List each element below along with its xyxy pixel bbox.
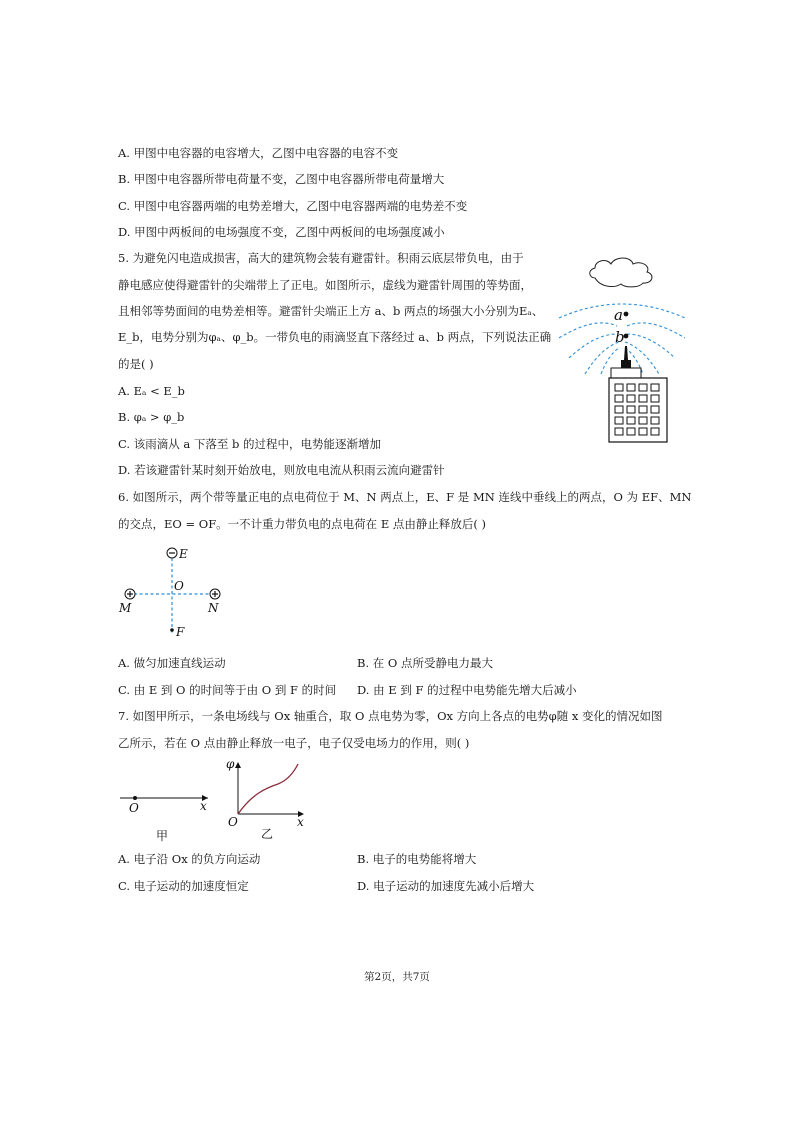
cloud-icon [590,258,652,287]
point-b-label: b [615,328,625,346]
q6-option-d: D. 由 E 到 F 的过程中电势能先增大后减小 [357,683,577,697]
q7-option-d: D. 电子运动的加速度先减小后增大 [357,879,535,893]
label-yi: 乙 [261,827,274,841]
label-M: M [119,601,132,615]
q5-stem-line5: 的是( ) [118,357,154,371]
potential-figure [116,756,316,846]
charges-figure [114,544,234,644]
q4-option-d: D. 甲图中两板间的电场强度不变，乙图中两板间的电场强度减小 [118,225,445,239]
point-a-label: a [614,306,623,324]
q6-stem-line2: 的交点，EO = OF。一不计重力带负电的点电荷在 E 点由静止释放后( ) [118,517,487,531]
label-x-jia: x [200,799,207,813]
q5-stem-line4: E_b，电势分别为φₐ、φ_b。一带负电的雨滴竖直下落经过 a、b 两点，下列说法正确 [118,330,552,344]
label-phi: φ [226,757,235,771]
label-jia: 甲 [156,829,169,843]
label-O: O [174,579,184,593]
lightning-rod-figure [555,250,690,450]
q7-option-c: C. 电子运动的加速度恒定 [118,879,249,893]
label-O-jia: O [129,801,139,815]
q5-option-a: A. Eₐ < E_b [118,384,185,398]
label-N: N [208,601,219,615]
q4-option-a: A. 甲图中电容器的电容增大，乙图中电容器的电容不变 [118,146,399,160]
q5-option-d: D. 若该避雷针某时刻开始放电，则放电电流从积雨云流向避雷针 [118,463,445,477]
q7-stem-line2: 乙所示，若在 O 点由静止释放一电子，电子仅受电场力的作用，则( ) [118,736,470,750]
label-O-yi: O [228,815,238,829]
q7-option-b: B. 电子的电势能将增大 [357,852,477,866]
q6-option-c: C. 由 E 到 O 的时间等于由 O 到 F 的时间 [118,683,337,697]
label-E: E [179,547,188,561]
q5-stem-line2: 静电感应使得避雷针的尖端带上了正电。如图所示，虚线为避雷针周围的等势面， [118,278,532,292]
q6-option-a: A. 做匀加速直线运动 [118,656,226,670]
q4-option-b: B. 甲图中电容器所带电荷量不变，乙图中电容器所带电荷量增大 [118,172,445,186]
q5-stem-line3: 且相邻等势面间的电势差相等。避雷针尖端正上方 a、b 两点的场强大小分别为Eₐ、 [118,304,544,318]
page-footer: 第2页，共7页 [364,971,430,983]
label-F: F [176,625,185,639]
q4-option-c: C. 甲图中电容器两端的电势差增大，乙图中电容器两端的电势差不变 [118,199,468,213]
q6-stem-line1: 6. 如图所示，两个带等量正电的点电荷位于 M、N 两点上，E、F 是 MN 连线中垂线上的两点，O 为 EF、MN [118,490,692,504]
q6-option-b: B. 在 O 点所受静电力最大 [357,656,493,670]
q5-option-b: B. φₐ > φ_b [118,410,185,424]
q7-option-a: A. 电子沿 Ox 的负方向运动 [118,852,261,866]
label-x-yi: x [297,815,304,829]
q5-option-c: C. 该雨滴从 a 下落至 b 的过程中，电势能逐渐增加 [118,437,382,451]
q7-stem-line1: 7. 如图甲所示，一条电场线与 Ox 轴重合，取 O 点电势为零，Ox 方向上各点的电势φ随 x 变化的情况如图 [118,709,663,723]
q5-stem-line1: 5. 为避免闪电造成损害，高大的建筑物会装有避雷针。积雨云底层带负电，由于 [118,251,524,265]
